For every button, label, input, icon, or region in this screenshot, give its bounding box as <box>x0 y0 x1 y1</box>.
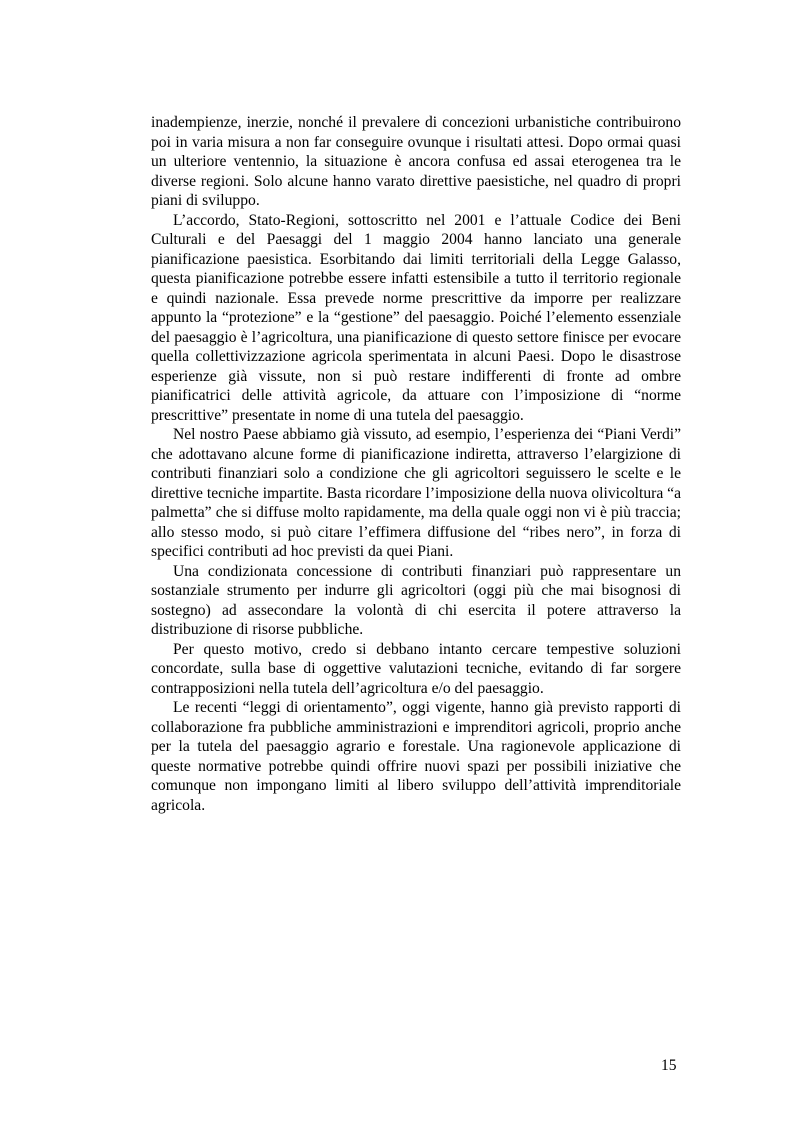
paragraph-4: Una condizionata concessione di contributi finanziari può rappresentare un sostanziale strumento per indurre gli agricoltori (oggi più che mai bisognosi di sostegno) ad assecondare la volontà di chi esercita il potere attraverso la distribuzione di risorse pubbliche. <box>151 562 681 638</box>
paragraph-2: L’accordo, Stato-Regioni, sottoscritto nel 2001 e l’attuale Codice dei Beni Culturali e del Paesaggi del 1 maggio 2004 hanno lanciato una generale pianificazione paesistica. Esorbitando dai limiti territoriali della Legge Galasso, questa pianificazione potrebbe essere infatti estensibile a tutto il territorio regionale e quindi nazionale. Essa prevede norme prescrittive da imporre per realizzare appunto la “protezione” e la “gestione” del paesaggio. Poiché l’elemento essenziale del paesaggio è l’agricoltura, una pianificazione di questo settore finisce per evocare quella collettivizzazione agricola sperimentata in alcuni Paesi. Dopo le disastrose esperienze già vissute, non si può restare indifferenti di fronte ad ombre pianificatrici delle attività agricole, da attuare con l’imposizione di “norme prescrittive” presentate in nome di una tutela del paesaggio. <box>151 211 681 424</box>
paragraph-3: Nel nostro Paese abbiamo già vissuto, ad esempio, l’esperienza dei “Piani Verdi” che adottavano alcune forme di pianificazione indiretta, attraverso l’elargizione di contributi finanziari solo a condizione che gli agricoltori seguissero le scelte e le direttive tecniche impartite. Basta ricordare l’imposizione della nuova olivicoltura “a palmetta” che si diffuse molto rapidamente, ma della quale oggi non vi è più traccia; allo stesso modo, si può citare l’effimera diffusione del “ribes nero”, in forza di specifici contributi ad hoc previsti da quei Piani. <box>151 426 681 560</box>
paragraph-6: Le recenti “leggi di orientamento”, oggi vigente, hanno già previsto rapporti di collaborazione fra pubbliche amministrazioni e imprenditori agricoli, proprio anche per la tutela del paesaggio agrario e forestale. Una ragionevole applicazione di queste normative potrebbe quindi offrire nuovi spazi per possibili iniziative che comunque non impongano limiti al libero sviluppo dell’attività imprenditoriale agricola. <box>151 699 681 814</box>
page-number: 15 <box>661 1057 677 1074</box>
paragraph-1: inadempienze, inerzie, nonché il prevalere di concezioni urbanistiche contribuirono poi in varia misura a non far conseguire ovunque i risultati attesi. Dopo ormai quasi un ulteriore ventennio, la situazione è ancora confusa ed assai eterogenea tra le diverse regioni. Solo alcune hanno varato direttive paesistiche, nel quadro di propri piani di sviluppo. <box>151 114 681 209</box>
paragraph-5: Per questo motivo, credo si debbano intanto cercare tempestive soluzioni concordate, sulla base di oggettive valutazioni tecniche, evitando di far sorgere contrapposizioni nella tutela dell’agricoltura e/o del paesaggio. <box>151 640 681 697</box>
body-text <box>151 113 681 815</box>
